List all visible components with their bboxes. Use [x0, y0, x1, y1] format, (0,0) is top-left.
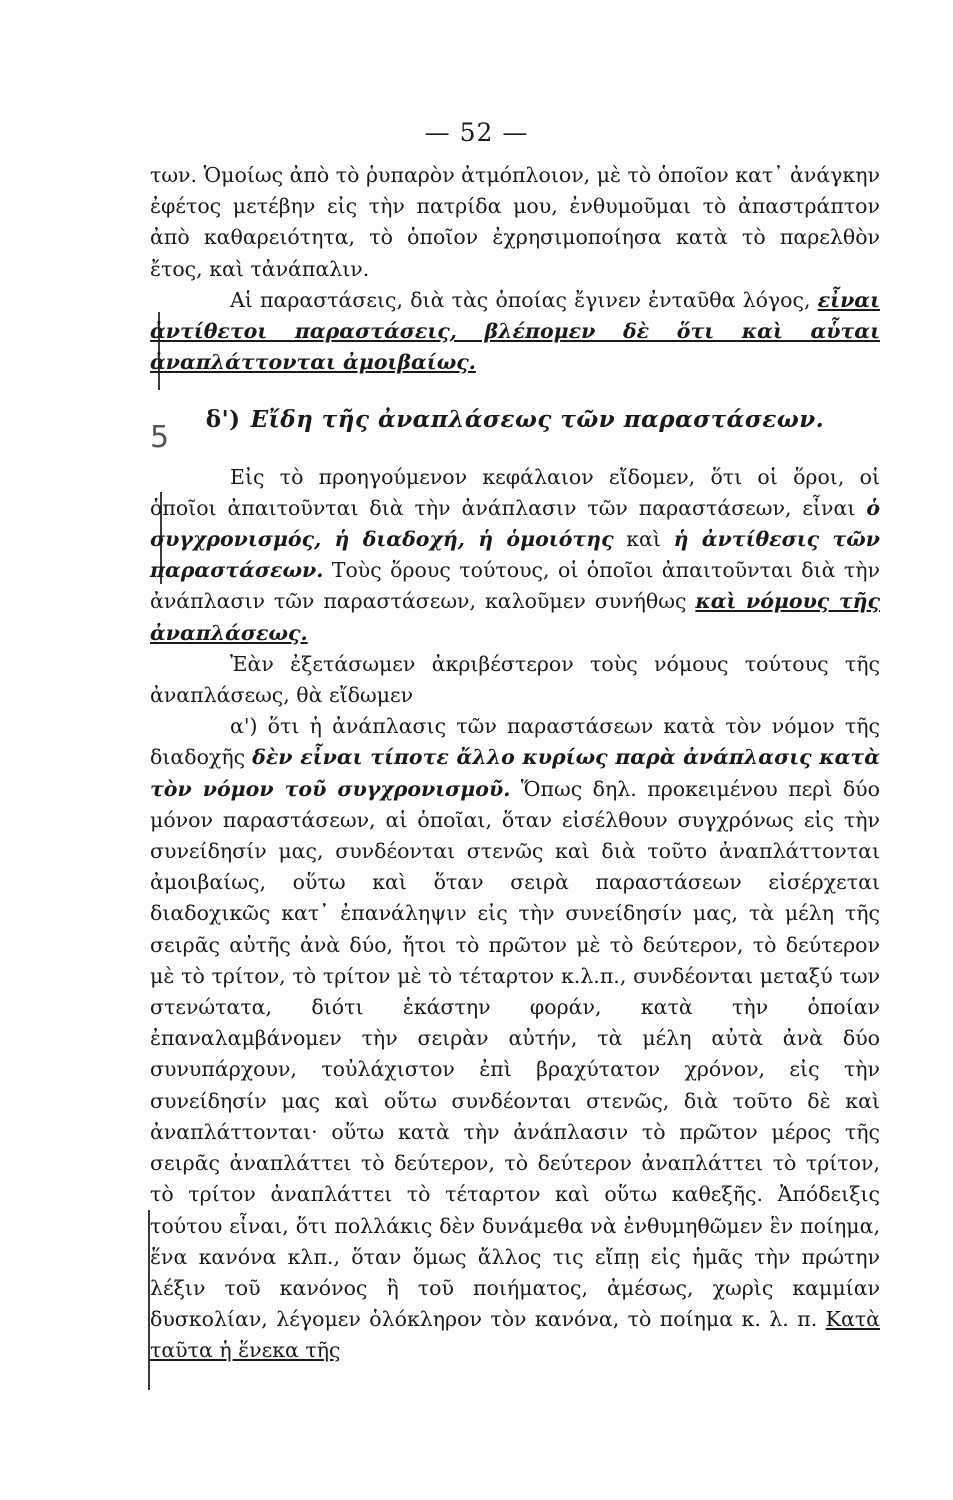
paragraph-3	[150, 462, 880, 649]
paragraph-3-emphasis-a: ὁ συγχρονισμός, ἡ διαδοχή, ἡ ὁμοιότης	[150, 495, 880, 552]
paragraph-3-emphasis-c: καὶ νόμους τῆς ἀναπλάσεως.	[150, 589, 880, 645]
section-heading	[150, 404, 880, 435]
paragraph-5-text-a: α') ὅτι ἡ ἀνάπλασις τῶν παραστάσεων κατὰ τὸν νόμον τῆς διαδοχῆς	[150, 714, 880, 770]
paragraph-3-text-a: Εἰς τὸ προηγούμενον κεφάλαιον εἴδομεν, ὅτι οἱ ὅροι, οἱ ὁποῖοι ἀπαιτοῦνται διὰ τὴν ἀνάπλασιν τῶν παραστάσεων, εἶναι	[150, 464, 880, 520]
paragraph-5-underlined: Κατὰ ταῦτα ἡ ἕνεκα τῆς	[150, 1307, 880, 1363]
paragraph-2-text: Αἱ παραστάσεις, διὰ τὰς ὁποίας ἔγινεν ἐνταῦθα λόγος,	[230, 287, 818, 312]
paragraph-2-emphasis: εἶναι ἀντίθετοι παραστάσεις, βλέπομεν δὲ ὅτι καὶ αὗται ἀναπλάττονται ἀμοιβαίως.	[150, 287, 880, 375]
section-number: δ')	[205, 406, 241, 434]
paragraph-3-text-e: Τοὺς ὅρους τούτους, οἱ ὁποῖοι ἀπαιτοῦνται διὰ τὴν ἀνάπλασιν τῶν παραστάσεων, καλοῦμεν συνήθως	[150, 558, 880, 614]
paragraph-5-emphasis: δὲν εἶναι τίποτε ἄλλο κυρίως παρὰ ἀνάπλασις κατὰ τὸν νόμον τοῦ συγχρονισμοῦ.	[150, 745, 881, 801]
paragraph-1: των. Ὁμοίως ἀπὸ τὸ ῥυπαρὸν ἀτμόπλοιον, μὲ τὸ ὁποῖον κατ᾽ ἀνάγκην ἐφέτος μετέβην εἰς τὴν πατρίδα μου, ἐνθυμοῦμαι τὸ ἀπαστράπτον ἀπὸ καθαρειότητα, τὸ ὁποῖον ἐχρησιμοποίησα κατὰ τὸ παρελθὸν ἔτος, καὶ τἀνάπαλιν.	[150, 163, 880, 281]
paragraph-3-text-c: καὶ	[613, 527, 674, 552]
page-number: — 52 —	[424, 118, 529, 147]
paragraph-5-text-c: Ὅπως δηλ. προκειμένου περὶ δύο μόνον παραστάσεων, αἱ ὁποῖαι, ὅταν εἰσέλθουν συγχρόνως εἰς τὴν συνείδησίν μας, συνδέονται στενῶς καὶ διὰ τοῦτο ἀναπλάττονται ἀμοιβαίως, οὕτω καὶ ὅταν σειρὰ παραστάσεων εἰσέρχεται διαδοχικῶς κατ᾽ ἐπανάληψιν εἰς τὴν συνείδησίν μας, τὰ μέλη τῆς σειρᾶς αὐτῆς ἀνὰ δύο, ἤτοι τὸ πρῶτον μὲ τὸ δεύτερον, τὸ δεύτερον μὲ τὸ τρίτον, τὸ τρίτον μὲ τὸ τέταρτον κ.λ.π., συνδέονται μεταξύ των στενώτατα, διότι ἑκάστην φοράν, κατὰ τὴν ὁποίαν ἐπαναλαμβάνομεν τὴν σειρὰν αὐτήν, τὰ μέλη αὐτὰ ἀνὰ δύο συνυπάρχουν, τοὐλάχιστον ἐπὶ βραχύτατον χρόνον, εἰς τὴν συνείδησίν μας καὶ οὕτω συνδέονται στενῶς, διὰ τοῦτο δὲ καὶ ἀναπλάττονται· οὕτω κατὰ τὴν ἀνάπλασιν τὸ πρῶτον μέρος τῆς σειρᾶς ἀναπλάττει τὸ δεύτερον, τὸ δεύτερον ἀναπλάττει τὸ τρίτον, τὸ τρίτον ἀναπλάττει τὸ τέταρτον καὶ οὕτω καθεξῆς. Ἀπόδειξις τούτου εἶναι, ὅτι πολλάκις δὲν δυνάμεθα νὰ ἐνθυμηθῶμεν ἓν ποίημα, ἕνα κανόνα κλπ., ὅταν ὅμως ἄλλος τις εἴπῃ εἰς ἡμᾶς τὴν πρώτην λέξιν τοῦ κανόνος ἢ τοῦ ποιήματος, ἀμέσως, χωρὶς καμμίαν δυσκολίαν, λέγομεν ὁλόκληρον τὸν κανόνα, τὸ ποίημα κ. λ. π.	[150, 776, 880, 1332]
body-text	[150, 160, 880, 1367]
section-title: Εἴδη τῆς ἀναπλάσεως τῶν παραστάσεων.	[250, 406, 825, 434]
paragraph-4: Ἐὰν ἐξετάσωμεν ἀκριβέστερον τοὺς νόμους τούτους τῆς ἀναπλάσεως, θὰ εἴδωμεν	[150, 651, 880, 708]
paragraph-5	[150, 711, 880, 1366]
paragraph-3-emphasis-b: ἡ ἀντίθεσις τῶν παραστάσεων.	[150, 527, 880, 583]
margin-annotation: 5	[150, 420, 170, 455]
paragraph-2	[150, 285, 880, 379]
